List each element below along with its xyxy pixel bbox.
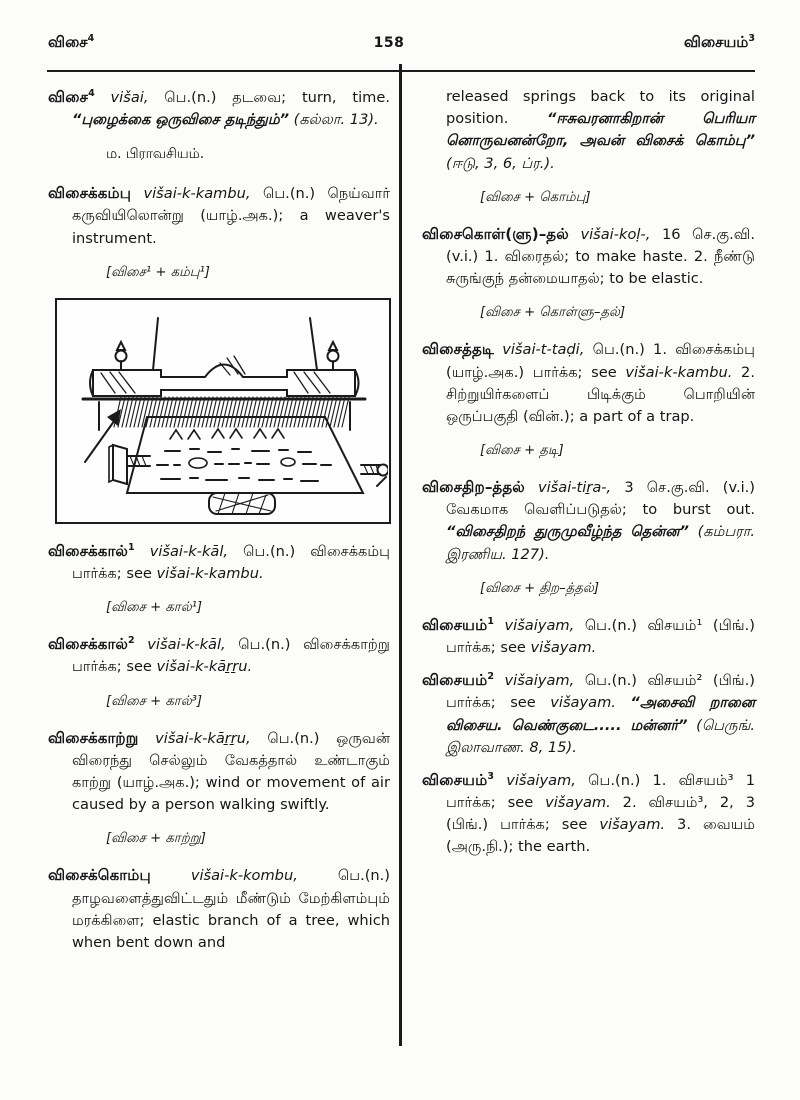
post-left: [153, 318, 158, 370]
text-run: višai-k-kāṟṟu.: [156, 658, 253, 676]
loom-drawing: [57, 300, 388, 522]
text-run: 2. சிற்றுயிர்களைப் பிடிக்கும் பொறியின் ஒருப்பகுதி (வின்.); a part of a trap.: [446, 363, 755, 425]
text-run: (கல்லா. 13).: [288, 111, 379, 129]
text-run: višaiyam,: [504, 616, 575, 634]
dictionary-entry: [422, 223, 755, 291]
text-run: 3. வையம் (அரு.நி.); the earth.: [446, 816, 755, 856]
dictionary-entry: [422, 338, 755, 428]
text-run: 2. விசயம்³, 2, 3 (பிங்.) பார்க்க; see: [446, 794, 755, 834]
text-run: [494, 341, 502, 358]
text-run: [494, 617, 505, 634]
text-run: višaiyam,: [506, 771, 576, 789]
language-note: [106, 144, 390, 165]
dictionary-entry: [422, 476, 755, 566]
text-run: பெ.(n.) தடவை; turn, time.: [148, 89, 390, 106]
text-run: 2: [487, 671, 494, 683]
text-run: višai-k-kombu,: [190, 867, 298, 885]
text-run: višai-t-taḍi,: [502, 341, 585, 359]
dictionary-entry: [422, 769, 755, 859]
text-run: [விசை + திற–த்தல்]: [480, 580, 600, 596]
text-run: 3: [487, 771, 494, 782]
text-run: višayam.: [545, 794, 611, 812]
cloth-sheet: [127, 417, 363, 493]
text-run: 4: [88, 88, 95, 100]
comb-teeth-path: [114, 397, 349, 427]
text-run: [விசை + கால்¹]: [106, 600, 203, 616]
text-run: பெ.(n.) விசயம்² (பிங்.) பார்க்க; see: [446, 672, 756, 712]
headword: விசைக்காற்று: [48, 728, 139, 747]
text-run: பெ.(n.) விசைக்கம்பு பார்க்க; see: [72, 542, 391, 583]
text-run: ம. பிராவசியம்.: [106, 146, 205, 163]
text-run: [95, 89, 111, 106]
headword: விசைக்கால்: [48, 541, 129, 560]
text-run: பெ.(n.) ஒருவன் விரைந்து செல்லும் வேகத்தால் உண்டாகும் காற்று (யாழ்.அக.); wind or movement of air caused by a person walking swiftly.: [72, 729, 390, 814]
text-run: [விசை + கொம்பு]: [480, 189, 591, 205]
headword: விசையம்: [422, 671, 488, 690]
text-run: “புழைக்கை ஒருவிசை தடிந்தும்”: [72, 111, 289, 129]
text-run: višayam.: [550, 694, 631, 712]
text-run: višayam.: [530, 639, 597, 656]
dictionary-entry: [48, 540, 390, 585]
text-run: 1: [128, 542, 135, 554]
text-run: பெ.(n.) 1. விசைக்கம்பு (யாழ்.அக.) பார்க்க; see: [446, 341, 755, 381]
text-run: 16 செ.கு.வி. (v.i.) 1. விரைதல்; to make haste. 2. நீண்டு சுருங்குந் தன்மையாதல்; to be elastic.: [446, 225, 755, 288]
text-run: višai-k-kambu,: [143, 185, 251, 203]
dictionary-entry: [48, 633, 390, 678]
text-run: பெ.(n.) விசயம்¹ (பிங்.) பார்க்க; see: [446, 616, 756, 656]
text-run: [151, 867, 191, 884]
text-run: višai-k-kambu.: [156, 565, 264, 583]
text-run: višayam.: [599, 816, 666, 834]
knob-right: [328, 350, 339, 361]
text-run: “அசைவி றானை விசைய. வெண்குடை..... மன்னர்”: [446, 694, 755, 734]
headword: விசைகொள்(ளு)–தல்: [422, 224, 569, 243]
text-run: [விசை + கொள்ளு–தல்]: [480, 305, 626, 321]
etymology-line: [106, 263, 390, 283]
text-run: 1: [487, 615, 494, 627]
text-run: [494, 672, 505, 689]
text-run: (ஈடு, 3, 6, ப்ர.).: [446, 154, 555, 172]
text-run: (கம்பரா. இரணிய. 127).: [446, 523, 756, 563]
headword: விசையம்: [422, 770, 488, 789]
text-run: višai-k-kambu.: [625, 363, 733, 381]
etymology-line: [106, 692, 390, 712]
text-run: višai-tiṟa-,: [537, 479, 612, 497]
text-run: [விசை + கால்³]: [106, 693, 203, 709]
headword: விசை: [48, 88, 89, 106]
dictionary-entry: [48, 864, 390, 954]
text-run: višai-k-kāl,: [149, 542, 229, 560]
weaver-instrument-figure: [55, 298, 391, 524]
headword: விசைதிற–த்தல்: [422, 478, 525, 497]
beam: [93, 364, 355, 396]
text-run: [138, 730, 155, 747]
left-bracket: [113, 445, 127, 484]
text-run: višaiyam,: [504, 672, 575, 690]
text-run: [494, 772, 506, 789]
text-run: višai,: [110, 89, 149, 106]
text-run: višai-k-kāṟṟu,: [155, 729, 251, 747]
headword: விசைக்கம்பு: [48, 184, 132, 203]
headword: விசைத்தடி: [422, 340, 494, 359]
text-run: “ஈசுவரனாகிறான் பெரியா னொருவனன்றோ, அவன் விசைக் கொம்பு”: [446, 110, 755, 150]
page-number: 158: [373, 35, 405, 51]
right-column: [422, 86, 755, 964]
entry-continuation: [422, 86, 755, 175]
text-run: [525, 479, 538, 496]
text-run: பெ.(n.) 1. விசயம்³ 1 பார்க்க; see: [446, 771, 755, 812]
headword: விசையம்: [422, 615, 488, 634]
text-run: [விசை¹ + கம்பு¹]: [106, 264, 210, 280]
headword: விசைக்கொம்பு: [48, 866, 151, 885]
text-run: [135, 543, 150, 560]
post-right: [310, 318, 317, 370]
etymology-line: [480, 303, 755, 323]
dictionary-entry: [422, 614, 755, 659]
text-run: [569, 226, 581, 243]
text-run: [விசை + காற்று]: [106, 831, 206, 847]
text-run: (பெருங். இலாவாண. 8, 15).: [446, 716, 755, 756]
text-run: višai-k-kāl,: [147, 636, 226, 654]
text-run: 3 செ.கு.வி. (v.i.) வேகமாக வெளிப்படுதல்; to burst out.: [446, 479, 755, 519]
page-header: [48, 33, 755, 53]
text-run: [131, 185, 143, 202]
dictionary-entry: [48, 727, 390, 817]
text-run: released springs back to its original position.: [446, 88, 755, 128]
text-run: 2: [128, 635, 135, 647]
text-run: [135, 636, 148, 653]
dictionary-entry: [48, 182, 390, 250]
headword: விசைக்கால்: [48, 635, 129, 654]
text-run: višai-koḷ-,: [580, 225, 651, 243]
left-column: [48, 86, 390, 964]
text-columns: [48, 86, 755, 964]
text-run: பெ.(n.) விசைக்காற்று பார்க்க; see: [72, 636, 390, 676]
etymology-line: [480, 188, 755, 208]
header-guideword-right: விசையம்$^3$: [683, 33, 755, 51]
text-run: “விசைதிறந் துருமுவீழ்ந்த தென்ன”: [446, 523, 689, 541]
header-guideword-left: விசை$^4$: [48, 33, 95, 51]
dictionary-entry: [48, 86, 390, 131]
etymology-line: [106, 598, 390, 618]
etymology-line: [480, 441, 755, 461]
text-run: பெ.(n.) தாழவளைத்துவிட்டதும் மீண்டும் மேற்கிளம்பும் மரக்கிளை; elastic branch of a tree, which when bent down and: [72, 867, 390, 951]
text-run: [விசை + தடி]: [480, 443, 564, 459]
dictionary-entry: [422, 669, 755, 759]
text-run: பெ.(n.) நெய்வார் கருவியிலொன்று (யாழ்.அக.); a weaver's instrument.: [72, 185, 390, 247]
knob-left: [116, 350, 127, 361]
etymology-line: [480, 579, 755, 599]
etymology-line: [106, 829, 390, 849]
